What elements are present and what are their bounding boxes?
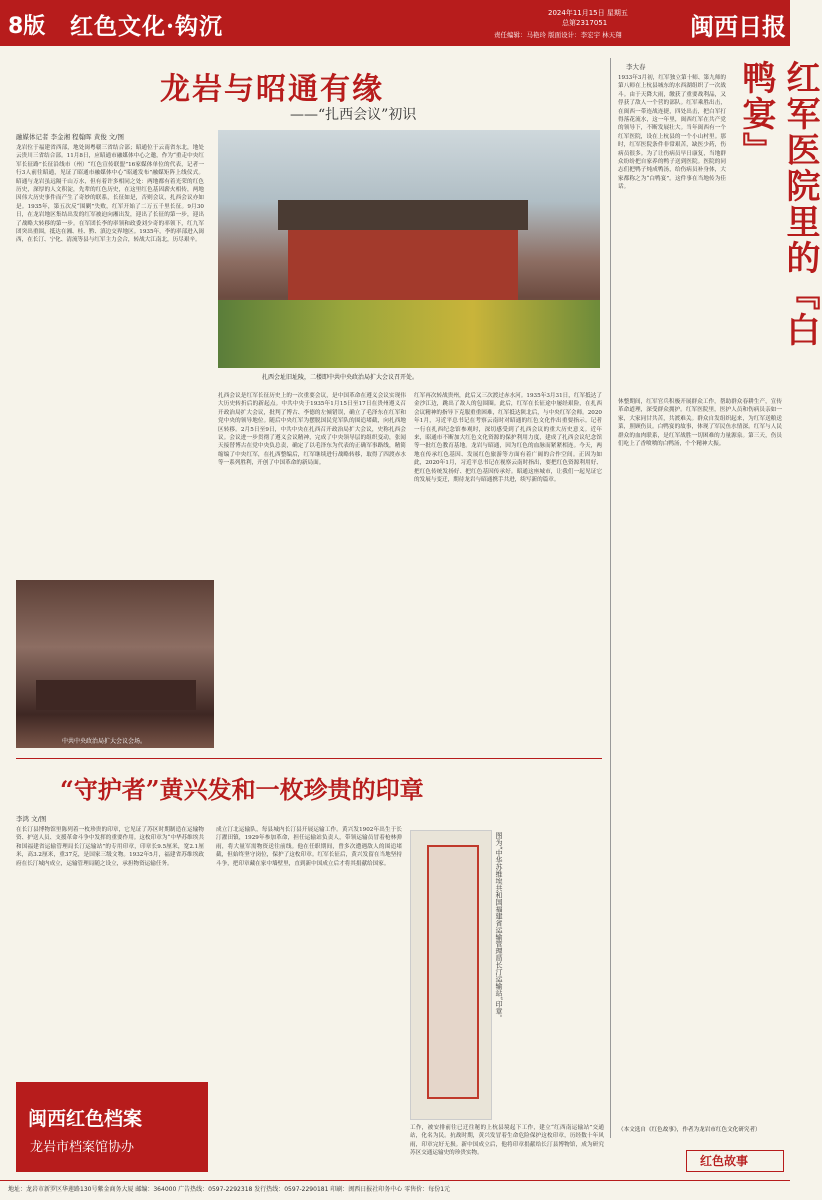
article3-top-rule xyxy=(16,758,602,759)
paper-name: 闽西日报 xyxy=(690,12,786,41)
article2-title: 红军医院里的『白鸭宴』 xyxy=(736,60,820,348)
building-facade xyxy=(288,230,518,310)
courtyard-trees xyxy=(218,300,600,368)
article3-body-col3: 工作，被安排前往已迁往秘的上杭县境起下工作，建立“红西南运输站”交通站，化名为民。抗战时期，黄兴发冒着生命危险保护这枚印章，历经数十年风雨，印章完好无损。新中国成立后，他将印章捐献给长汀县博物馆，成为研究苏区交通运输史的珍贵实物。 xyxy=(410,1125,604,1157)
meeting-table xyxy=(36,680,196,710)
footer-info: 地址：龙岩市新罗区华莲路130号紫金商务大厦 邮编：364000 广告热线：0597-2292318 发行热线：0597-2290181 印刷：闽西日报社印务中心 零售价：每份1元 xyxy=(8,1186,451,1193)
building-roof xyxy=(278,200,528,230)
article1-body-col1: 龙岩位于福建省西部，地处闽粤赣三省结合部；昭通位于云南省东北，地处云贵川三省结合部。11月8日，应昭通市融媒体中心之邀，作为“重走中央红军长征路”长征沿线市（州）“红色宣传联盟”16家媒体单位的代表，记者一行3人前往昭通，见证了昭通市融媒体中心“昭通发布”融媒矩阵上线仪式。昭通与龙岩虽远隔千山万水，但有着许多相同之处：两地都有着光荣的红色历史，深厚的人文积淀，先辈的红色历史，在这里红色基因薪火相传，两地因伟大历史事件而产生了奇妙的联系，长征如是，否则会议，扎西会议亦如是。1935年，第五次反“围剿”失败，红军开始了二万五千里长征。9月30日，在龙岩地区集结出发的红军被迫向湘出发，迎出了长征的第一步，迎出了战略大转移的第一步。在军团长李的率领和政委刘少奇的率领下，红九军团突出重围，抵达在湘、桂、黔、滇边交界地区。1935年，李的率部进入闽西，在长汀、宁化、清流等县与红军主力会合，转战大江南北，历尽艰辛。 xyxy=(16,145,204,244)
section-title: 红色文化·钩沉 xyxy=(70,13,224,40)
article2-body: 1933年3月初，红军独立第十师、第九师的第八师在上杭县城东的水西湖组织了一次战斗。由于天降大雨，缴获了重要战利品，又俘获了敌人一个营的部队。红军乘胜出击，在闽西一带连战连捷，四处出击，把白军打得落花流水，这一年里，闽西红军在共产党的领导下，不断发展壮大。当年闽西有一个红军医院，设在上杭县的一个小山村里。那时，红军医院条件非常艰苦，缺医少药，伤病员很多。为了让伤病员早日康复，当地群众纷纷把自家养的鸭子送到医院。医院的同志们把鸭子炖成鸭汤，给伤病员补身体，大家都称之为“白鸭宴”。这件事在当地传为佳话。 xyxy=(618,75,726,191)
editors-line: 责任编辑：马艳玲 版面设计：李宏宇 林天翔 xyxy=(494,31,622,39)
article3-body-col1: 在长汀县博物馆里陈列着一枚珍贵的印章，它见证了苏区时期制造在运输物资、护送人员、支援革命斗争中发挥的重要作用。这枚印章为“中华苏维埃共和国福建省运输管理局长汀运输站”的专用印章，印章长9.5厘米，宽2.1厘米，高3.2厘米，重37克，是国家三级文物。1932年5月，福建省苏维埃政府在长汀城内成立，运输管理局随之设立，承担物资运输任务。 xyxy=(16,827,204,867)
article1-photo-main-caption: 扎西会址旧址陵，二楼即中共中央政治局扩大会议召开处。 xyxy=(262,374,419,381)
article1-subtitle: ——“扎西会议”初识 xyxy=(290,107,417,123)
archive-ad-box xyxy=(16,1082,208,1172)
article3-byline: 李鸿 文/图 xyxy=(16,815,47,823)
footer-rule xyxy=(0,1180,790,1181)
archive-ad-subtitle: 龙岩市档案馆协办 xyxy=(30,1140,135,1155)
article1-photo-meeting-caption: 中共中央政治局扩大会议会场。 xyxy=(62,738,147,745)
article3-stamp-photo xyxy=(410,830,492,1120)
article2-source-note: （本文选自《红色故事》，作者为龙岩市红色文化研究者） xyxy=(618,1127,761,1133)
issue-number: 总第2317051 xyxy=(562,19,608,27)
right-column-divider xyxy=(610,58,611,1138)
article1-body-col3: 红军再次转战贵州，此后又三次渡过赤水河。1935年3月31日，红军抵达了金沙江边，跳出了敌人的包围圈。此后，红军在长征途中屡经艰险，在扎西会议精神的指导下克服重重困难，红军抵达陕北后，与中央红军会师。2020年1月，习近平总书记在考察云南时对昭通的红色文化作出重要指示。记者一行在扎西纪念馆参观时，深切感受到了扎西会议的重大历史意义。近年来，昭通市不断加大红色文化资源的保护利用力度，建成了扎西会议纪念馆等一批红色教育基地。龙岩与昭通，因为红色的血脉而紧紧相连。今天，两地在传承红色基因、发展红色旅游等方面有着广阔的合作空间。正因为如此，2020年1月，习近平总书记在视察云南时指出，要把红色资源利用好、把红色传统发扬好、把红色基因传承好。昭通这座城市，让我们一起见证它的发展与变迁，期待龙岩与昭通携手共进，续写新的篇章。 xyxy=(414,393,602,484)
article1-body-col2: 扎西会议是红军长征历史上的一次重要会议，是中国革命在遵义会议实现伟大历史转折后的新起点。中共中央于1935年1月15日至17日在贵州遵义召开政治局扩大会议，批判了博古、李德的左倾错误，确立了毛泽东在红军和党中央的领导地位。随后中央红军为摆脱国民党军队的围追堵截，向扎西地区转移。2月5日至9日，中共中央在扎西召开政治局扩大会议，史称扎西会议。会议进一步贯彻了遵义会议精神，完成了中央领导层的组织变动，张闻天接替博古在党中央负总责，确定了以毛泽东为代表的正确军事路线，精简缩编了中央红军，在扎西整编后，红军继续进行战略转移，取得了四渡赤水等一系列胜利，开创了中国革命的新局面。 xyxy=(218,393,406,467)
article1-photo-meeting-room xyxy=(16,580,214,748)
stamp-seal-impression xyxy=(427,845,479,1099)
article3-body-col2: 成立汀北运输队，每县城内长汀县开展运输工作。黄兴发1902年出生于长汀濯田镇，1929年参加革命，担任运输站负责人，带领运输员冒着枪林弹雨，将大量军需物资送往前线。他在任职期间，曾多次遭遇敌人的围追堵截，但始终坚守岗位，保护了这枚印章。红军长征后，黄兴发留在当地坚持斗争，把印章藏在家中墙壁里，直到新中国成立后才将其捐献给国家。 xyxy=(216,827,402,867)
article2-tag-label: 红色故事 xyxy=(700,1154,749,1168)
issue-date: 2024年11月15日 星期五 xyxy=(548,9,628,17)
article1-photo-main xyxy=(218,130,600,368)
article2-body-cont: 休整期间，红军官兵积极开展群众工作，帮助群众春耕生产，宣传革命道理，深受群众拥护。红军医院里，医护人员和伤病员亲如一家，大家同甘共苦，共渡难关。群众自发组织起来，为红军送粮送菜，照顾伤员。白鸭宴的故事，体现了军民鱼水情深。红军与人民群众的血肉联系，是红军战胜一切困难的力量源泉。第三天，伤员们吃上了香喷喷的白鸭汤，个个精神大振。 xyxy=(618,399,782,448)
article2-byline: 李大春 xyxy=(626,63,646,71)
article3-title: “守护者”黄兴发和一枚珍贵的印章 xyxy=(60,775,424,804)
page-number: 8版 xyxy=(8,14,46,39)
article1-byline: 融媒体记者 李金湘 程翰晖 黄俊 文/图 xyxy=(16,133,124,141)
article1-title: 龙岩与昭通有缘 xyxy=(160,72,384,107)
article3-stamp-caption: 图为“中华苏维埃共和国福建省运输管理局长汀运输站”印章。 xyxy=(495,832,503,1022)
archive-ad-title: 闽西红色档案 xyxy=(28,1108,143,1130)
